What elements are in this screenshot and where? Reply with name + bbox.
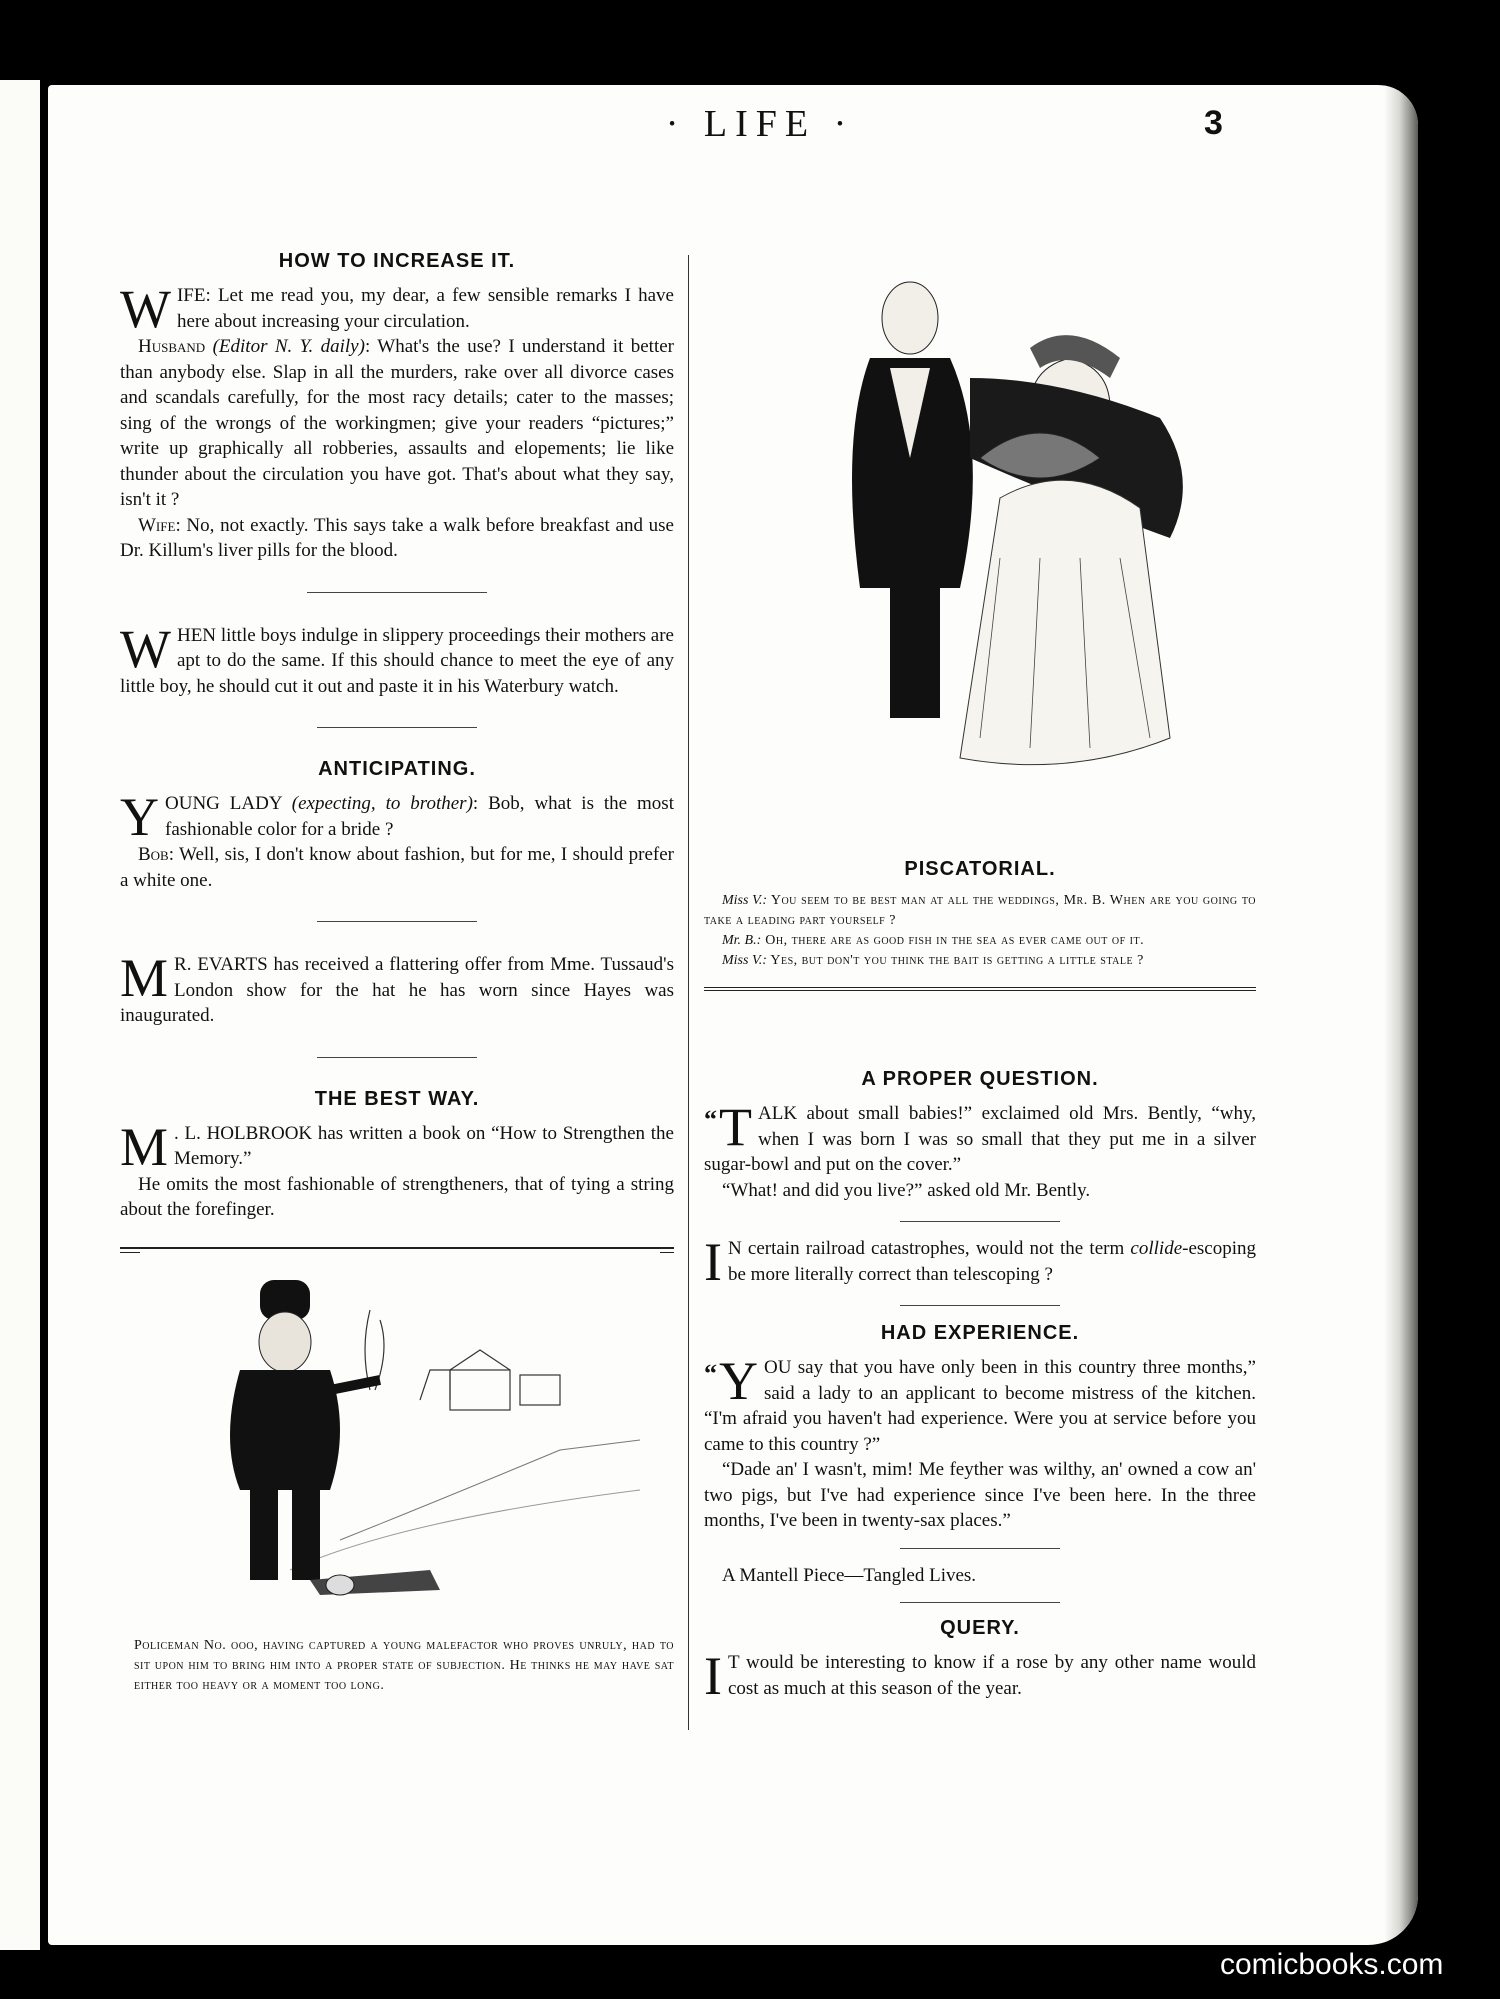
increase-para-2: Husband (Editor N. Y. daily): What's the use? I understand it better than anybody else. Slap in all the murders, rake over all divorce cases and scandals carefully, for the most racy details; cater to the masses; sing of the wrongs of the workingmen; give your readers “pictures;” write up graphically all robberies, assaults and elopements; lie like thunder about the circulation you have got. That's about what they say, isn't it ? <box>120 336 675 510</box>
best-way-para-2: He omits the most fashionable of strengtheners, that of tying a string about the forefinger. <box>120 1173 674 1220</box>
masthead: · LIFE · <box>665 103 855 145</box>
policeman-caption-block <box>134 1636 674 1696</box>
best-way-para-1: M . L. HOLBROOK has written a book on “How to Strengthen the Memory.” <box>120 1116 674 1177</box>
mantell-line: A Mantell Piece—Tangled Lives. <box>722 1564 977 1586</box>
article-title-best-way: THE BEST WAY. <box>314 1087 480 1110</box>
policeman-illustration <box>140 1250 660 1630</box>
separator <box>900 1221 1060 1222</box>
left-column <box>120 250 674 1277</box>
separator <box>317 1057 477 1058</box>
increase-para-3: Wife: No, not exactly. This says take a walk before breakfast and use Dr. Killum's liver pills for the blood. <box>120 514 674 561</box>
separator <box>307 592 487 593</box>
previous-page-edge <box>0 80 46 1950</box>
article-title-experience: HAD EXPERIENCE. <box>880 1322 1080 1344</box>
experience-para-2: “Dade an' I wasn't, mim! Me feyther was wilthy, an' owned a cow an' two pigs, but I've had experience since I've been here. In the three months, I've been in twenty-sax places.” <box>704 1459 1256 1531</box>
couple-illustration <box>740 258 1260 818</box>
piscatorial-line-2: Mr. B.: Oh, there are as good fish in the sea as ever came out of it. <box>722 933 1145 948</box>
article-title-query: QUERY. <box>940 1617 1020 1639</box>
page-spine-shadow <box>1384 85 1418 1945</box>
source-watermark: comicbooks.com <box>1220 1948 1444 1981</box>
anticipating-para-1: YOUNG LADY (expecting, to brother): Bob, what is the most fashionable color for a bride ? <box>120 787 674 847</box>
policeman-caption: Policeman No. ooo, having captured a young malefactor who proves unruly, had to sit upon him to bring him into a proper state of subjection. He thinks he may have sat either too heavy or a moment too long. <box>134 1638 674 1693</box>
query-para: I T would be interesting to know if a rose by any other name would cost as much at this season of the year. <box>704 1646 1256 1706</box>
right-column <box>704 1068 1256 1706</box>
separator <box>900 1305 1060 1306</box>
piscatorial-line-1: Miss V.: You seem to be best man at all the weddings, Mr. B. When are you going to take a leading part yourself ? <box>704 893 1257 928</box>
article-title-increase: HOW TO INCREASE IT. <box>278 250 516 272</box>
separator <box>317 727 477 728</box>
column-rule <box>688 255 689 1730</box>
proper-question-para-2: “What! and did you live?” asked old Mr. Bently. <box>722 1179 1091 1201</box>
boys-para: WHEN little boys indulge in slippery proceedings their mothers are apt to do the same. If this should chance to meet the eye of any little boy, he should cut it out and paste it in his Waterbury watch. <box>120 618 674 697</box>
separator <box>900 1548 1060 1549</box>
article-title-piscatorial: PISCATORIAL. <box>904 858 1056 880</box>
separator <box>900 1602 1060 1603</box>
page-number: 3 <box>1204 104 1223 142</box>
anticipating-para-2: Bob: Well, sis, I don't know about fashion, but for me, I should prefer a white one. <box>120 844 674 891</box>
piscatorial-line-3: Miss V.: Yes, but don't you think the bait is getting a little stale ? <box>722 953 1144 968</box>
proper-question-para-1: “ T ALK about small babies!” exclaimed old Mrs. Bently, “why, when I was born I was so small that they put me in a silver sugar-bowl and put on the cover.” <box>704 1097 1256 1175</box>
article-title-anticipating: ANTICIPATING. <box>318 758 476 780</box>
double-rule <box>704 987 1256 991</box>
railroad-para: I N certain railroad catastrophes, would not the term collide-escoping be more literally correct than telescoping ? <box>704 1232 1256 1292</box>
increase-para-1: WIFE: Let me read you, my dear, a few sensible remarks I have here about increasing your circulation. <box>120 279 674 339</box>
experience-para-1: “ Y OU say that you have only been in this country three months,” said a lady to an applicant to become mistress of the kitchen. “I'm afraid you haven't had experience. Were you at service before you came to this country ?” <box>704 1351 1256 1455</box>
piscatorial-block <box>704 858 1256 991</box>
evarts-para: M R. EVARTS has received a flattering offer from Mme. Tussaud's London show for the hat he has worn since Hayes was inaugurated. <box>120 948 674 1026</box>
separator <box>317 921 477 922</box>
article-title-proper-question: A PROPER QUESTION. <box>861 1068 1099 1090</box>
